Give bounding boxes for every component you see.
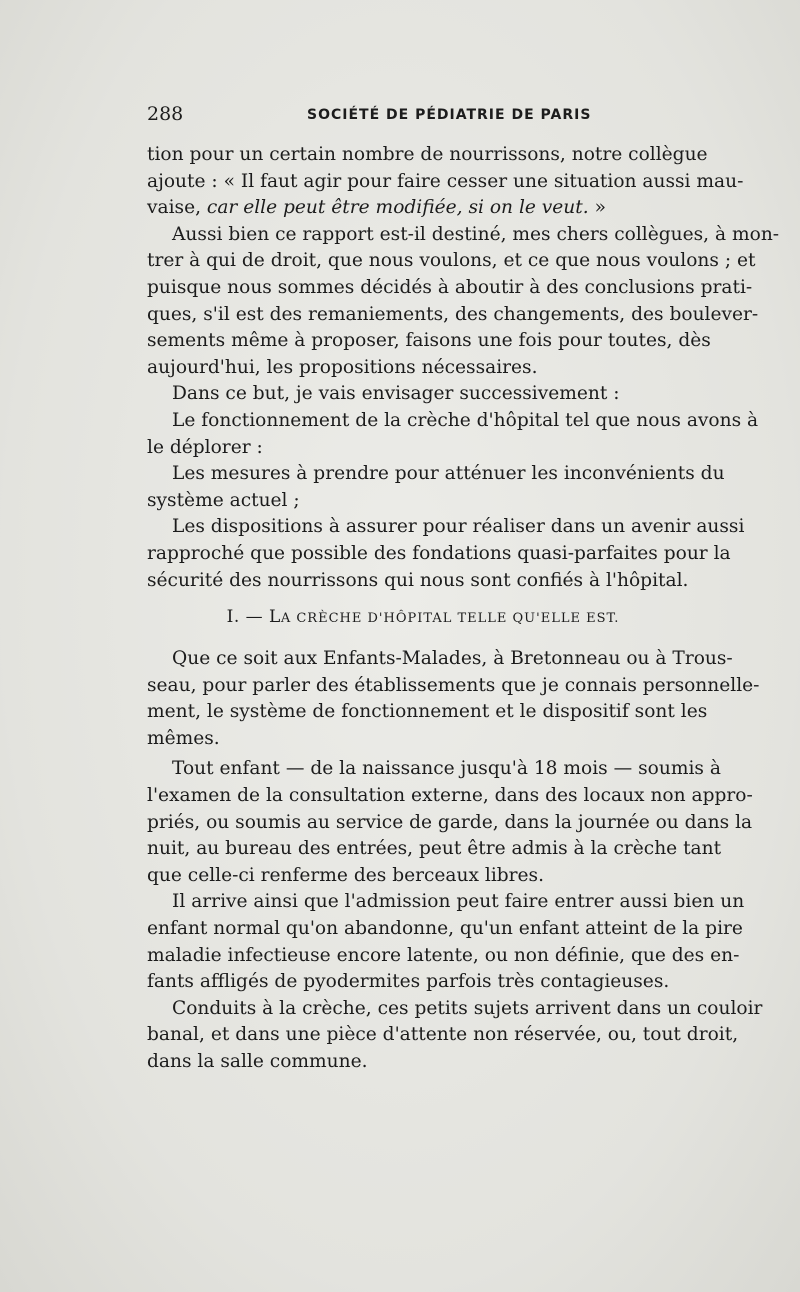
text-line: l'examen de la consultation externe, dans des locaux non appro- <box>147 785 753 807</box>
text-line: sements même à proposer, faisons une fois pour toutes, dès <box>147 330 711 352</box>
paragraph-7 <box>147 646 760 752</box>
paragraph-4 <box>147 408 759 461</box>
page-header <box>147 103 699 129</box>
text-line: fants affligés de pyodermites parfois très contagieuses. <box>147 971 670 993</box>
paragraph-2 <box>147 222 780 382</box>
text-line: Que ce soit aux Enfants-Malades, à Bretonneau ou à Trous- <box>172 648 733 670</box>
body-text <box>147 142 780 1076</box>
section-numeral: I. — L <box>226 607 281 628</box>
paragraph-8 <box>147 756 753 889</box>
text-line: ajoute : « Il faut agir pour faire cesser une situation aussi mau- <box>147 170 744 192</box>
text-line: mêmes. <box>147 727 220 749</box>
text-line: Il arrive ainsi que l'admission peut faire entrer aussi bien un <box>172 891 745 913</box>
text-line: maladie infectieuse encore latente, ou non définie, que des en- <box>147 944 740 966</box>
text-line: dans la salle commune. <box>147 1051 368 1072</box>
text-line: aujourd'hui, les propositions nécessaires. <box>147 356 538 378</box>
paragraph-3 <box>147 381 699 408</box>
italic-quote: car elle peut être modifiée, si on le veut. <box>206 197 589 219</box>
text-fragment: vaise, <box>147 197 207 219</box>
text-line: que celle-ci renferme des berceaux libres. <box>147 864 545 886</box>
section-heading-text: A CRÈCHE D'HÔPITAL TELLE QU'ELLE EST. <box>280 611 620 627</box>
text-line: Conduits à la crèche, ces petits sujets arrivent dans un couloir <box>172 997 763 1019</box>
text-line: nuit, au bureau des entrées, peut être admis à la crèche tant <box>147 838 722 860</box>
text-line: banal, et dans une pièce d'attente non réservée, ou, tout droit, <box>147 1024 739 1046</box>
text-line: rapproché que possible des fondations quasi-parfaites pour la <box>147 542 731 564</box>
text-line: ment, le système de fonctionnement et le dispositif sont les <box>147 701 708 723</box>
text-line <box>147 195 699 222</box>
text-line: puisque nous sommes décidés à aboutir à des conclusions prati- <box>147 276 753 298</box>
paragraph-6 <box>147 514 745 594</box>
text-line: Le fonctionnement de la crèche d'hôpital tel que nous avons à <box>172 409 759 431</box>
text-line: tion pour un certain nombre de nourrissons, notre collègue <box>147 144 708 165</box>
section-heading <box>147 604 699 630</box>
text-line: Les dispositions à assurer pour réaliser dans un avenir aussi <box>172 516 745 538</box>
text-line: le déplorer : <box>147 436 263 458</box>
page-number: 288 <box>147 103 184 125</box>
text-line: sécurité des nourrissons qui nous sont confiés à l'hôpital. <box>147 569 689 591</box>
text-line: Les mesures à prendre pour atténuer les inconvénients du <box>172 463 725 485</box>
paragraph-9 <box>147 889 745 995</box>
text-line: seau, pour parler des établissements que je connais personnelle- <box>147 674 760 696</box>
text-line: ques, s'il est des remaniements, des changements, des boulever- <box>147 303 759 325</box>
text-fragment: » <box>588 197 606 219</box>
paragraph-1 <box>147 142 744 222</box>
text-line: enfant normal qu'on abandonne, qu'un enfant atteint de la pire <box>147 918 743 940</box>
running-head: SOCIÉTÉ DE PÉDIATRIE DE PARIS <box>307 107 592 123</box>
text-line: priés, ou soumis au service de garde, dans la journée ou dans la <box>147 811 753 833</box>
text-line: Aussi bien ce rapport est-il destiné, mes chers collègues, à mon- <box>172 223 780 245</box>
paragraph-10 <box>147 996 763 1076</box>
text-line: Dans ce but, je vais envisager successivement : <box>172 383 620 405</box>
text-line: trer à qui de droit, que nous voulons, et ce que nous voulons ; et <box>147 250 756 272</box>
text-line: système actuel ; <box>147 489 300 511</box>
paragraph-5 <box>147 461 725 514</box>
text-line: Tout enfant — de la naissance jusqu'à 18 mois — soumis à <box>172 758 721 780</box>
